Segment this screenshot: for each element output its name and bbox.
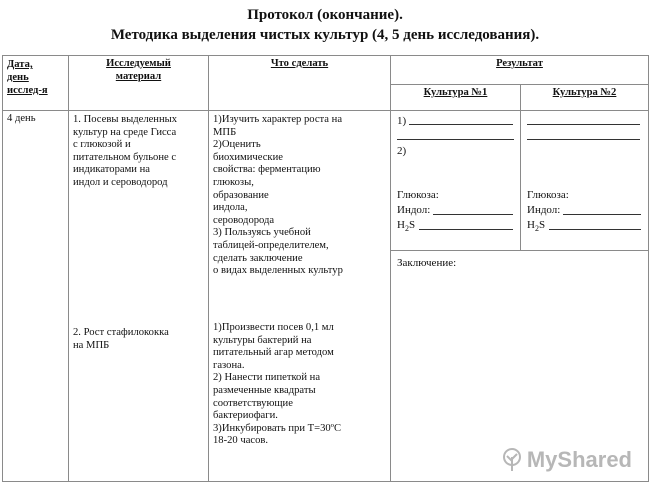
conclusion-label: Заключение:	[397, 257, 457, 269]
day-cell: 4 день	[2, 110, 69, 482]
protocol-title: Протокол (окончание).	[247, 7, 403, 23]
culture1-item-1: 1)	[397, 115, 407, 127]
culture1-h2s: $H_2S$	[397, 219, 416, 234]
material-item-1: 1. Посевы выделенных культур на среде Гисса с глюкозой и питательном бульоне с индикаторами на индол и сероводород	[73, 114, 178, 188]
material-cell	[68, 110, 209, 482]
col-material-header: Исследуемый материал	[68, 55, 209, 111]
culture1-glucose: Глюкоза:	[397, 189, 439, 201]
culture1-result-cell	[390, 110, 521, 251]
method-subtitle: Методика выделения чистых культур (4, 5 день исследования).	[110, 27, 540, 43]
material-item-2: 2. Рост стафилококка на МПБ	[73, 327, 169, 351]
culture1-item-2: 2)	[397, 145, 407, 157]
culture2-glucose: Глюкоза:	[527, 189, 569, 201]
col-result-header: Результат	[390, 55, 649, 85]
todo-steps-1: 1)Изучить характер роста на МПБ 2)Оценить биохимические свойства: ферментацию глюкозы, образование индола, сероводорода 3) Пользуясь учебной таблицей-определителем, сделать заключение о видах выделенных культур	[213, 114, 343, 277]
col-date-header: Дата, день исслед-я	[2, 55, 69, 111]
culture2-h2s: $H_2S$	[527, 219, 546, 234]
todo-cell	[208, 110, 391, 482]
culture1-indol: Индол:	[397, 204, 431, 216]
col-culture1-header: Культура №1	[390, 84, 521, 111]
watermark-text: MyShared	[526, 447, 632, 472]
culture2-indol: Индол:	[527, 204, 561, 216]
culture2-result-cell	[520, 110, 649, 251]
myshared-watermark	[501, 447, 632, 473]
col-culture2-header: Культура №2	[520, 84, 649, 111]
col-todo-header: Что сделать	[208, 55, 391, 111]
tree-logo-icon	[501, 448, 523, 472]
todo-steps-2: 1)Произвести посев 0,1 мл культуры бактерий на питательный агар методом газона. 2) Нанести пипеткой на размеченные квадраты соответствующие бактериофаги. 3)Инкубировать при Т=30ºС 18-20 часов.	[213, 322, 342, 447]
